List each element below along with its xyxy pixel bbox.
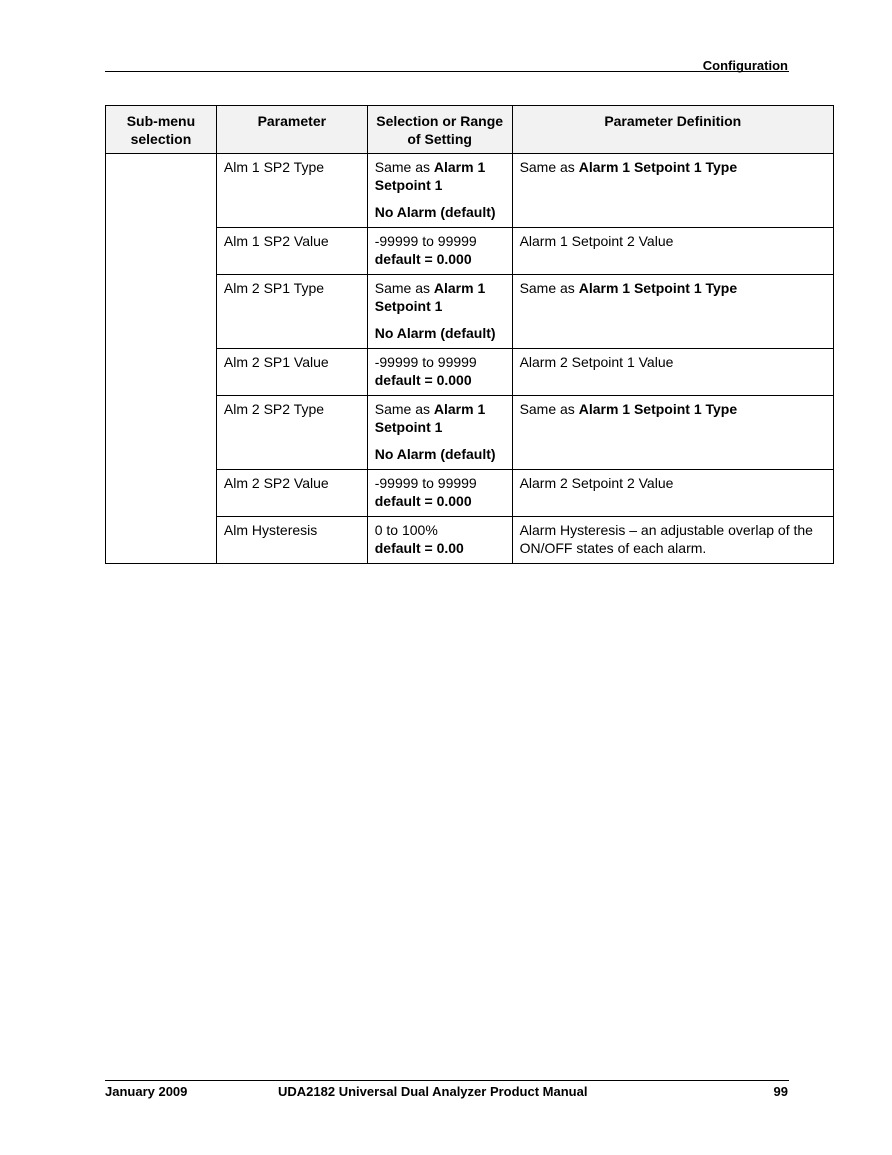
text: Same as [374,280,434,296]
table-row [106,154,834,228]
selection-line [375,203,505,221]
page-section-title: Configuration [702,58,788,73]
selection-line [375,492,505,510]
selection-cell [367,154,512,228]
text: Same as [519,159,579,175]
bold-text: No Alarm (default) [374,325,496,341]
text: Alarm 2 Setpoint 1 Value [519,354,674,370]
submenu-selection-cell [106,154,217,564]
definition-cell [512,154,833,228]
selection-cell [367,396,512,470]
column-header-selection: Selection or Range of Setting [367,106,512,154]
bold-text: Alarm 1 Setpoint 1 [374,401,486,435]
text: Same as [519,401,579,417]
bold-text: default = 0.00 [374,540,464,556]
selection-cell [367,275,512,349]
selection-line [375,232,505,250]
text: Alarm 1 Setpoint 2 Value [519,233,674,249]
definition-cell [512,228,833,275]
footer-manual-title: UDA2182 Universal Dual Analyzer Product Manual [278,1084,588,1099]
text: Alarm 2 Setpoint 2 Value [519,475,674,491]
parameter-cell: Alm 2 SP1 Type [216,275,367,349]
configuration-table [105,105,834,564]
selection-cell [367,470,512,517]
parameter-cell: Alm 2 SP1 Value [216,349,367,396]
parameter-cell: Alm 2 SP2 Type [216,396,367,470]
table-body [106,154,834,564]
definition-cell [512,470,833,517]
selection-cell [367,349,512,396]
selection-line [375,445,505,463]
definition-cell [512,517,833,564]
selection-line [375,353,505,371]
selection-line [375,539,505,557]
selection-line [375,324,505,342]
footer-date: January 2009 [105,1084,188,1099]
column-header-parameter: Parameter [216,106,367,154]
column-header-definition: Parameter Definition [512,106,833,154]
text: Same as [519,280,579,296]
parameter-cell: Alm 1 SP2 Type [216,154,367,228]
text: -99999 to 99999 [374,354,477,370]
text: Same as [374,159,434,175]
footer-rule [105,1080,789,1081]
footer-page-number: 99 [773,1084,788,1099]
parameter-cell: Alm 1 SP2 Value [216,228,367,275]
text: 0 to 100% [374,522,438,538]
bold-text: Alarm 1 Setpoint 1 Type [578,280,738,296]
bold-text: default = 0.000 [374,372,472,388]
selection-line [375,521,505,539]
selection-line [375,400,505,436]
text: Alarm Hysteresis – an adjustable overlap of the ON/OFF states of each alarm. [519,522,813,556]
bold-text: default = 0.000 [374,493,472,509]
selection-line [375,279,505,315]
selection-line [375,250,505,268]
selection-cell [367,517,512,564]
definition-cell [512,275,833,349]
parameter-cell: Alm Hysteresis [216,517,367,564]
definition-cell [512,396,833,470]
table-header-row [106,106,834,154]
selection-line [375,474,505,492]
parameter-cell: Alm 2 SP2 Value [216,470,367,517]
selection-cell [367,228,512,275]
column-header-submenu: Sub-menu selection [106,106,217,154]
text: -99999 to 99999 [374,233,477,249]
bold-text: No Alarm (default) [374,204,496,220]
bold-text: Alarm 1 Setpoint 1 Type [578,401,738,417]
selection-line [375,158,505,194]
bold-text: Alarm 1 Setpoint 1 [374,280,486,314]
bold-text: No Alarm (default) [374,446,496,462]
bold-text: default = 0.000 [374,251,472,267]
header-rule [105,71,789,72]
definition-cell [512,349,833,396]
text: -99999 to 99999 [374,475,477,491]
bold-text: Alarm 1 Setpoint 1 Type [578,159,738,175]
selection-line [375,371,505,389]
bold-text: Alarm 1 Setpoint 1 [374,159,486,193]
text: Same as [374,401,434,417]
